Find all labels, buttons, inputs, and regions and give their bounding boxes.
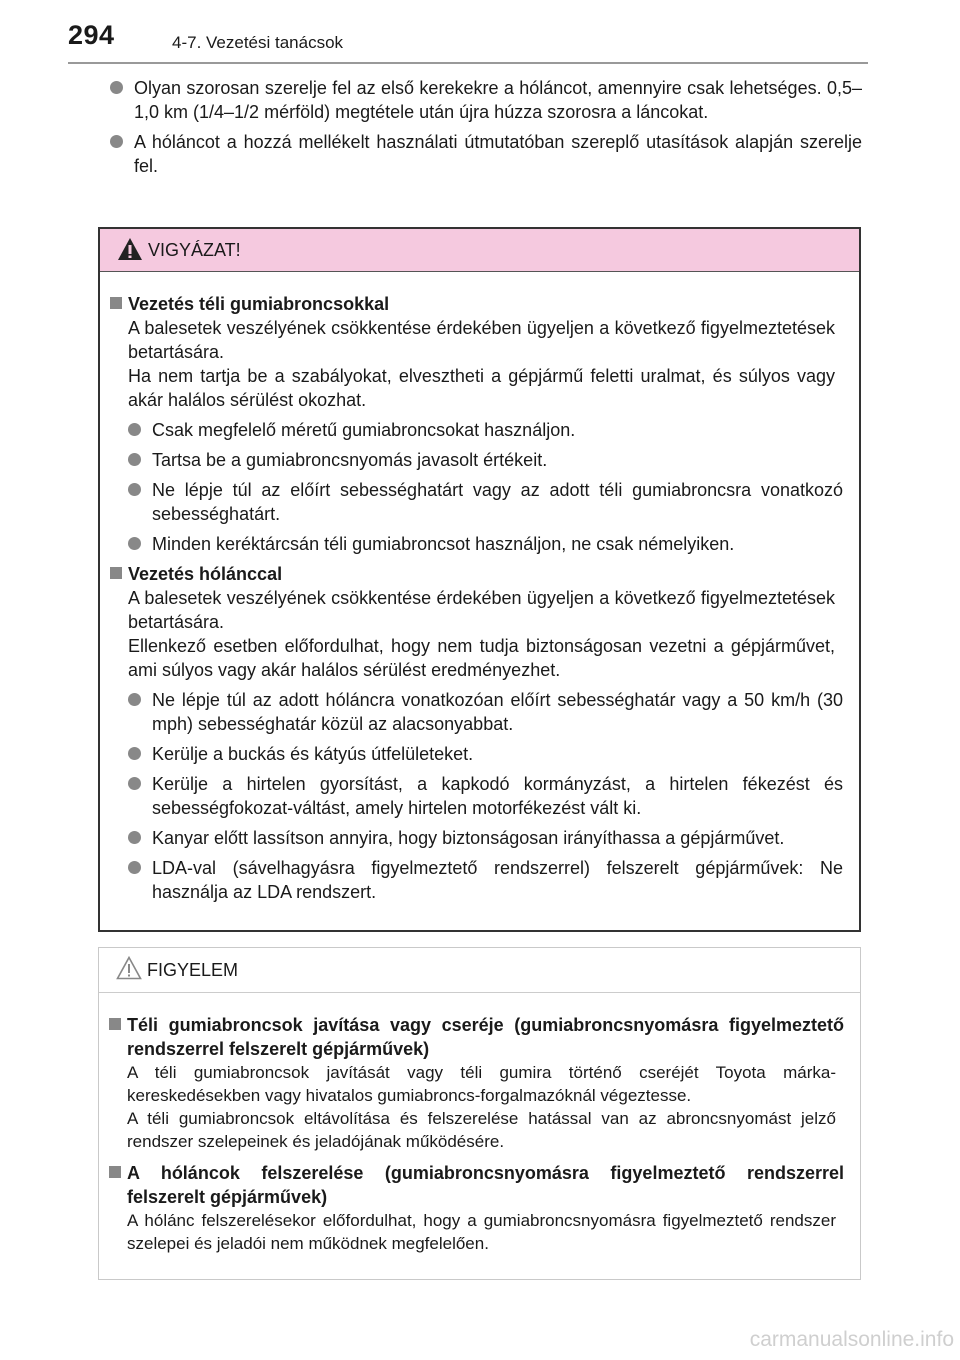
- intro-list: [110, 76, 862, 184]
- bullet-icon: [128, 423, 141, 436]
- warning-title: VIGYÁZAT!: [148, 240, 241, 260]
- paragraph: Ha nem tartja be a szabályokat, elvesztheti a gépjármű feletti uralmat, és súlyos vagy akár halálos sérülést okozhat.: [128, 366, 835, 410]
- paragraph: A hólánc felszerelésekor előfordulhat, hogy a gumiabroncsnyomásra figyelmeztető rendszer szelepei és jeladói nem működnek megfelelően.: [127, 1211, 836, 1253]
- notice-section: [109, 1013, 844, 1153]
- bullet-icon: [128, 831, 141, 844]
- square-bullet-icon: [110, 297, 122, 309]
- paragraph: A téli gumiabroncsok javítását vagy téli gumira történő cseréjét Toyota márkakereskedésekben vagy hivatalos gumiabroncs-forgalmazóknál végeztesse.: [127, 1063, 836, 1105]
- list-item: Olyan szorosan szerelje fel az első kerekekre a hóláncot, amennyire csak lehetséges. 0,5–1,0 km (1/4–1/2 mérföld) megtétele után újra húzza szorosra a láncokat.: [110, 76, 862, 124]
- notice-box: [98, 947, 861, 1280]
- notice-section: [109, 1161, 844, 1255]
- paragraph: A balesetek veszélyének csökkentése érdekében ügyeljen a következő figyelmeztetések betartására.: [128, 588, 835, 632]
- bullet-icon: [128, 747, 141, 760]
- bullet-list: [128, 688, 843, 904]
- warning-section: [110, 562, 843, 904]
- list-item: Tartsa be a gumiabroncsnyomás javasolt értékeit.: [128, 448, 843, 472]
- list-item: LDA-val (sávelhagyásra figyelmeztető rendszerrel) felszerelt gépjárművek: Ne használja az LDA rendszert.: [128, 856, 843, 904]
- watermark: carmanualsonline.info: [749, 1328, 954, 1351]
- warning-triangle-icon: [117, 237, 143, 261]
- list-item: Kerülje a hirtelen gyorsítást, a kapkodó kormányzást, a hirtelen fékezést és sebességfokozat-váltást, amely hirtelen motorfékezést vált ki.: [128, 772, 843, 820]
- section-heading: Vezetés téli gumiabroncsokkal: [128, 294, 390, 314]
- caution-triangle-icon: [116, 956, 142, 980]
- paragraph: Ellenkező esetben előfordulhat, hogy nem tudja biztonságosan vezetni a gépjárművet, ami súlyos vagy akár halálos sérülést eredményezhet.: [128, 636, 835, 680]
- notice-title: FIGYELEM: [147, 960, 239, 980]
- page-header: [68, 20, 868, 60]
- bullet-icon: [128, 483, 141, 496]
- header-divider: [68, 62, 868, 64]
- notice-header: [99, 948, 860, 993]
- page-number: 294: [68, 20, 115, 50]
- bullet-icon: [128, 777, 141, 790]
- bullet-icon: [110, 81, 123, 94]
- list-item: A hóláncot a hozzá mellékelt használati útmutatóban szereplő utasítások alapján szerelje fel.: [110, 130, 862, 178]
- bullet-icon: [128, 453, 141, 466]
- list-item: Ne lépje túl az előírt sebességhatárt vagy az adott téli gumiabroncsra vonatkozó sebességhatárt.: [128, 478, 843, 526]
- paragraph: A téli gumiabroncsok eltávolítása és felszerelése hatással van az abroncsnyomást jelző rendszer szelepeinek és jeladójának működésére.: [127, 1109, 836, 1151]
- square-bullet-icon: [109, 1018, 121, 1030]
- list-item: Csak megfelelő méretű gumiabroncsokat használjon.: [128, 418, 843, 442]
- list-item: Ne lépje túl az adott hóláncra vonatkozóan előírt sebességhatár vagy a 50 km/h (30 mph) sebességhatár közül az alacsonyabbat.: [128, 688, 843, 736]
- square-bullet-icon: [109, 1166, 121, 1178]
- section-heading: Vezetés hólánccal: [128, 564, 283, 584]
- section-title: 4-7. Vezetési tanácsok: [172, 33, 344, 52]
- bullet-icon: [110, 135, 123, 148]
- list-item: Kerülje a buckás és kátyús útfelületeket.: [128, 742, 843, 766]
- warning-section: [110, 292, 843, 556]
- paragraph: A balesetek veszélyének csökkentése érdekében ügyeljen a következő figyelmeztetések betartására.: [128, 318, 835, 362]
- square-bullet-icon: [110, 567, 122, 579]
- section-heading: A hóláncok felszerelése (gumiabroncsnyomásra figyelmeztető rendszerrel felszerelt gépjárművek): [127, 1163, 844, 1207]
- bullet-icon: [128, 537, 141, 550]
- notice-body: [99, 993, 860, 1255]
- bullet-list: [128, 418, 843, 556]
- warning-header: [100, 229, 859, 272]
- section-heading: Téli gumiabroncsok javítása vagy cseréje (gumiabroncsnyomásra figyelmeztető rendszerrel felszerelt gépjárművek): [127, 1015, 844, 1059]
- list-item: Minden keréktárcsán téli gumiabroncsot használjon, ne csak némelyiken.: [128, 532, 843, 556]
- bullet-icon: [128, 693, 141, 706]
- warning-box: [98, 227, 861, 932]
- warning-body: [100, 272, 859, 904]
- bullet-icon: [128, 861, 141, 874]
- list-item: Kanyar előtt lassítson annyira, hogy biztonságosan irányíthassa a gépjárművet.: [128, 826, 843, 850]
